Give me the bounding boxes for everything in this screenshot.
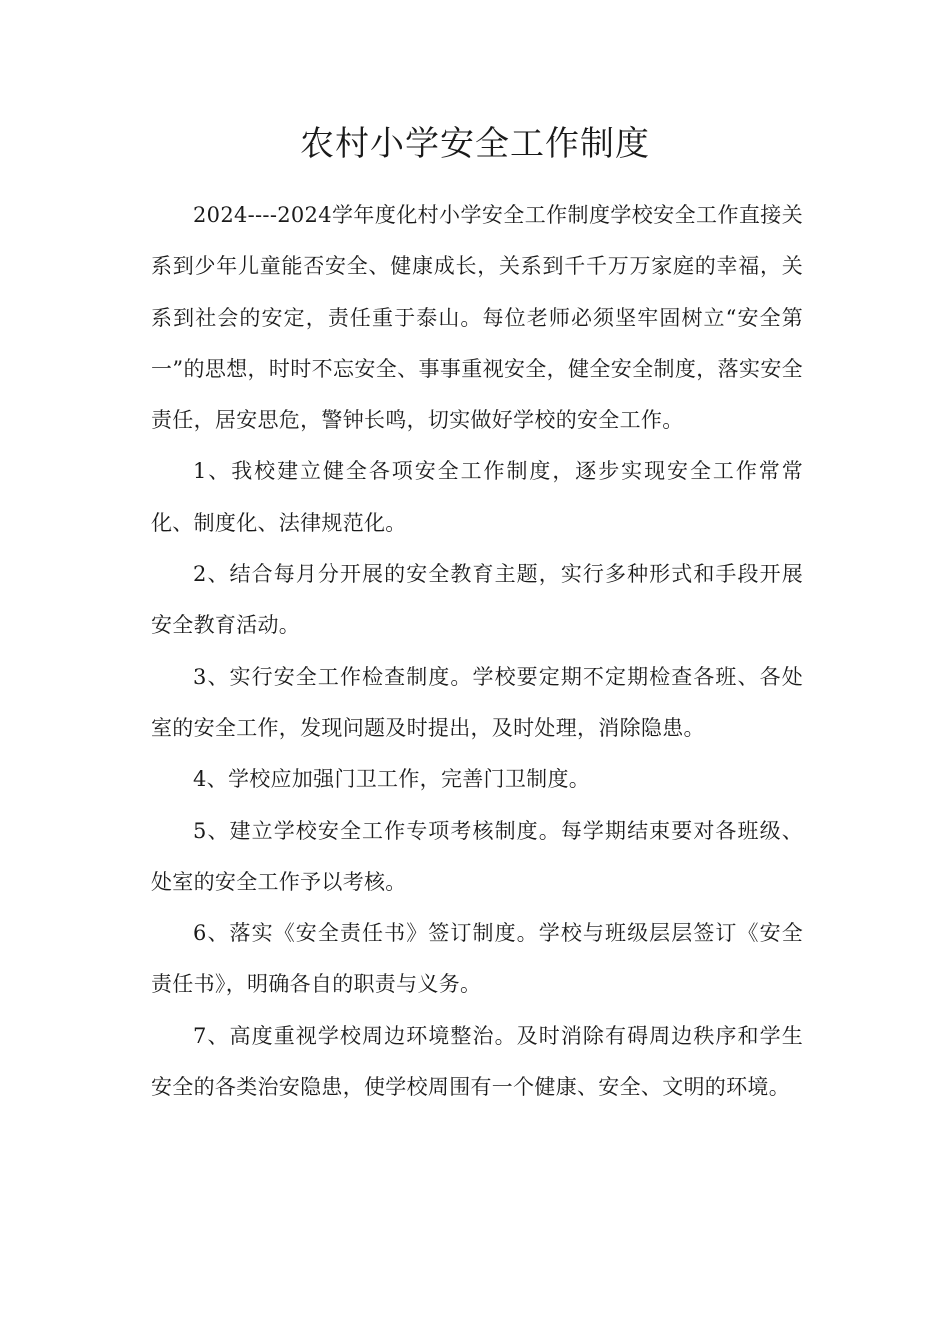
document-body	[151, 190, 803, 1113]
document-title: 农村小学安全工作制度	[300, 124, 650, 164]
intro-paragraph: 2024----2024学年度化村小学安全工作制度学校安全工作直接关系到少年儿童能否安全、健康成长，关系到千千万万家庭的幸福，关系到社会的安定，责任重于泰山。每位老师必须坚牢固树立“安全第一”的思想，时时不忘安全、事事重视安全，健全安全制度，落实安全责任，居安思危，警钟长鸣，切实做好学校的安全工作。	[151, 203, 803, 433]
rule-paragraph-2: 2、结合每月分开展的安全教育主题，实行多种形式和手段开展安全教育活动。	[151, 562, 803, 638]
rule-paragraph-5: 5、建立学校安全工作专项考核制度。每学期结束要对各班级、处室的安全工作予以考核。	[151, 818, 803, 894]
rule-paragraph-3: 3、实行安全工作检查制度。学校要定期不定期检查各班、各处室的安全工作，发现问题及时提出，及时处理，消除隐患。	[151, 664, 803, 740]
rule-paragraph-6: 6、落实《安全责任书》签订制度。学校与班级层层签订《安全责任书》，明确各自的职责与义务。	[151, 921, 803, 997]
rule-paragraph-7: 7、高度重视学校周边环境整治。及时消除有碍周边秩序和学生安全的各类治安隐患，使学校周围有一个健康、安全、文明的环境。	[151, 1023, 803, 1100]
rule-paragraph-1: 1、我校建立健全各项安全工作制度，逐步实现安全工作常常化、制度化、法律规范化。	[151, 459, 803, 535]
rule-paragraph-4: 4、学校应加强门卫工作，完善门卫制度。	[193, 767, 591, 792]
